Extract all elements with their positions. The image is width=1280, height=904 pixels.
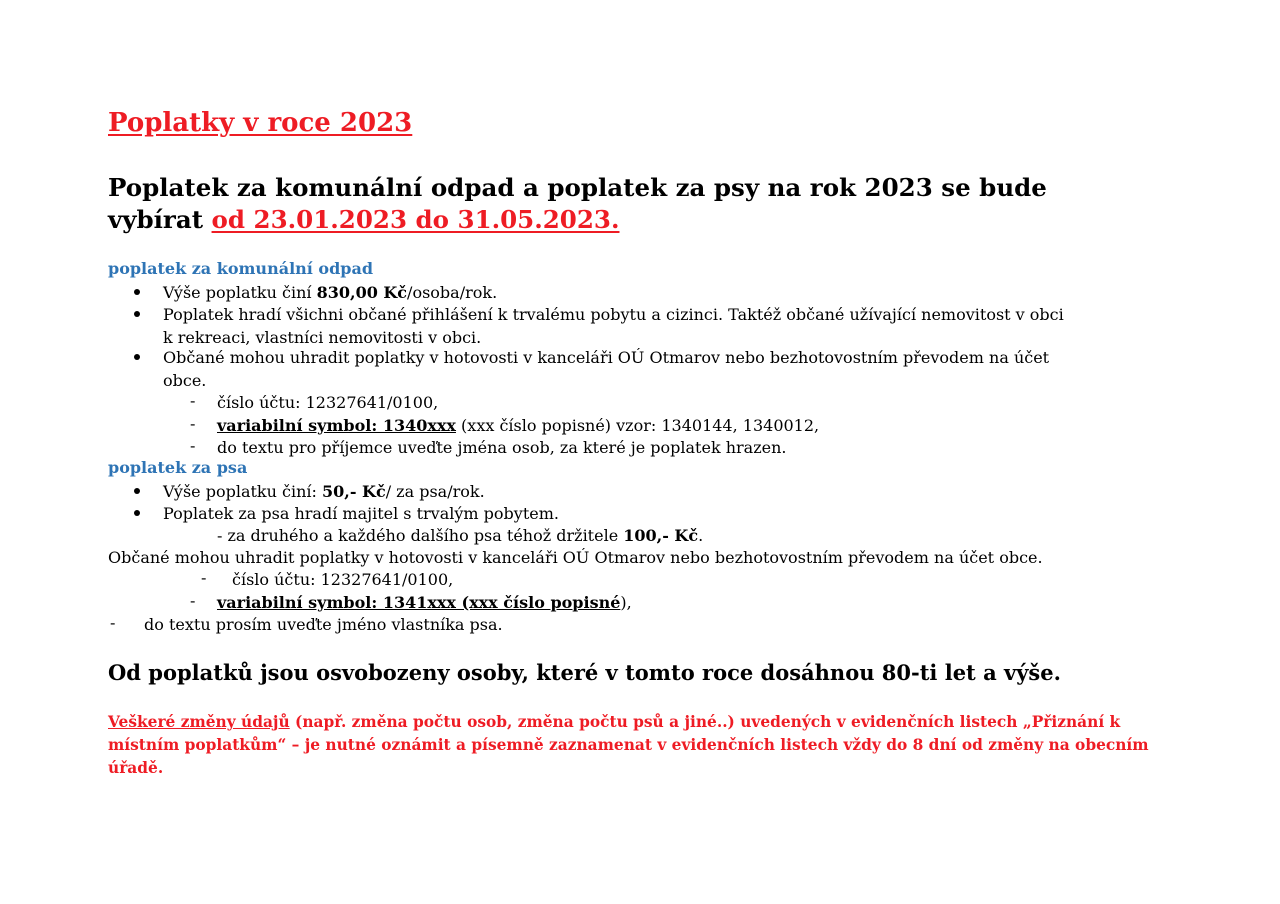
dog-additional-amount: 100,- Kč	[623, 526, 699, 545]
bullet-icon	[134, 311, 140, 317]
headline-prefix: vybírat	[108, 205, 212, 234]
notice-text: (např. změna počtu osob, změna počtu psů a jiné..) uvedených v evidenčních listech „Přiznání k místním poplatkům“ – je nutné oznámit a písemně zaznamenat v evidenčních listech vždy do 8 dní od změny na obecním úřadě.	[108, 713, 1149, 777]
notice-underlined: Veškeré změny údajů	[108, 713, 290, 731]
waste-bullet-1	[163, 281, 497, 304]
waste-bullet-2-line-1: Poplatek hradí všichni občané přihlášení k trvalému pobytu a cizinci. Taktéž občané užívající nemovitost v obci	[163, 305, 1064, 324]
collection-headline	[108, 172, 1047, 236]
dog-bullet-2: Poplatek za psa hradí majitel s trvalým pobytem.	[163, 504, 559, 523]
waste-bullet-2-line-2: k rekreaci, vlastníci nemovitosti v obci.	[163, 328, 482, 347]
headline-line-2	[108, 204, 1047, 236]
dog-payment-note: do textu prosím uveďte jméno vlastníka psa.	[144, 615, 503, 634]
dog-additional-fee	[217, 524, 703, 547]
dog-additional-end: .	[698, 526, 704, 545]
dog-bullet-1-text: Výše poplatku činí:	[163, 482, 322, 501]
bullet-icon	[134, 289, 140, 295]
waste-symbol-example: (xxx číslo popisné) vzor: 1340144, 1340012,	[455, 416, 820, 435]
dog-amount: 50,- Kč	[321, 482, 386, 501]
dash-icon: -	[110, 613, 116, 632]
dog-account-number: číslo účtu: 12327641/0100,	[232, 570, 454, 589]
dog-payment-methods: Občané mohou uhradit poplatky v hotovosti v kanceláři OÚ Otmarov nebo bezhotovostním převodem na účet obce.	[108, 548, 1043, 567]
waste-bullet-1-text: Výše poplatku činí	[163, 283, 317, 302]
page-title: Poplatky v roce 2023	[108, 108, 413, 138]
bullet-icon	[134, 354, 140, 360]
dog-bullet-1	[163, 480, 485, 503]
dog-section-heading: poplatek za psa	[108, 458, 248, 477]
waste-bullet-3-line-2: obce.	[163, 371, 207, 390]
waste-bullet-1-unit: /osoba/rok.	[407, 283, 498, 302]
headline-dates: od 23.01.2023 do 31.05.2023.	[211, 205, 620, 234]
dash-icon: -	[201, 568, 207, 587]
dog-additional-text: - za druhého a každého dalšího psa téhož držitele	[217, 526, 624, 545]
waste-symbol: variabilní symbol: 1340xxx	[217, 416, 456, 435]
dog-symbol: variabilní symbol: 1341xxx (xxx číslo popisné	[217, 593, 621, 612]
waste-account-number: číslo účtu: 12327641/0100,	[217, 393, 439, 412]
dog-variable-symbol	[217, 591, 632, 614]
dog-bullet-1-unit: / za psa/rok.	[385, 482, 485, 501]
waste-section-heading: poplatek za komunální odpad	[108, 259, 374, 278]
bullet-icon	[134, 510, 140, 516]
dash-icon: -	[190, 591, 196, 610]
waste-payment-note: do textu pro příjemce uveďte jména osob, za které je poplatek hrazen.	[217, 438, 787, 457]
dash-icon: -	[190, 436, 196, 455]
bullet-icon	[134, 488, 140, 494]
waste-variable-symbol	[217, 414, 819, 437]
dog-symbol-end: ),	[620, 593, 632, 612]
headline-line-1: Poplatek za komunální odpad a poplatek za psy na rok 2023 se bude	[108, 173, 1047, 202]
waste-bullet-3-line-1: Občané mohou uhradit poplatky v hotovosti v kanceláři OÚ Otmarov nebo bezhotovostním převodem na účet	[163, 348, 1050, 367]
dash-icon: -	[190, 391, 196, 410]
waste-amount: 830,00 Kč	[316, 283, 408, 302]
exemption-statement: Od poplatků jsou osvobozeny osoby, které v tomto roce dosáhnou 80-ti let a výše.	[108, 660, 1061, 685]
dash-icon: -	[190, 414, 196, 433]
change-notice	[108, 711, 1188, 780]
